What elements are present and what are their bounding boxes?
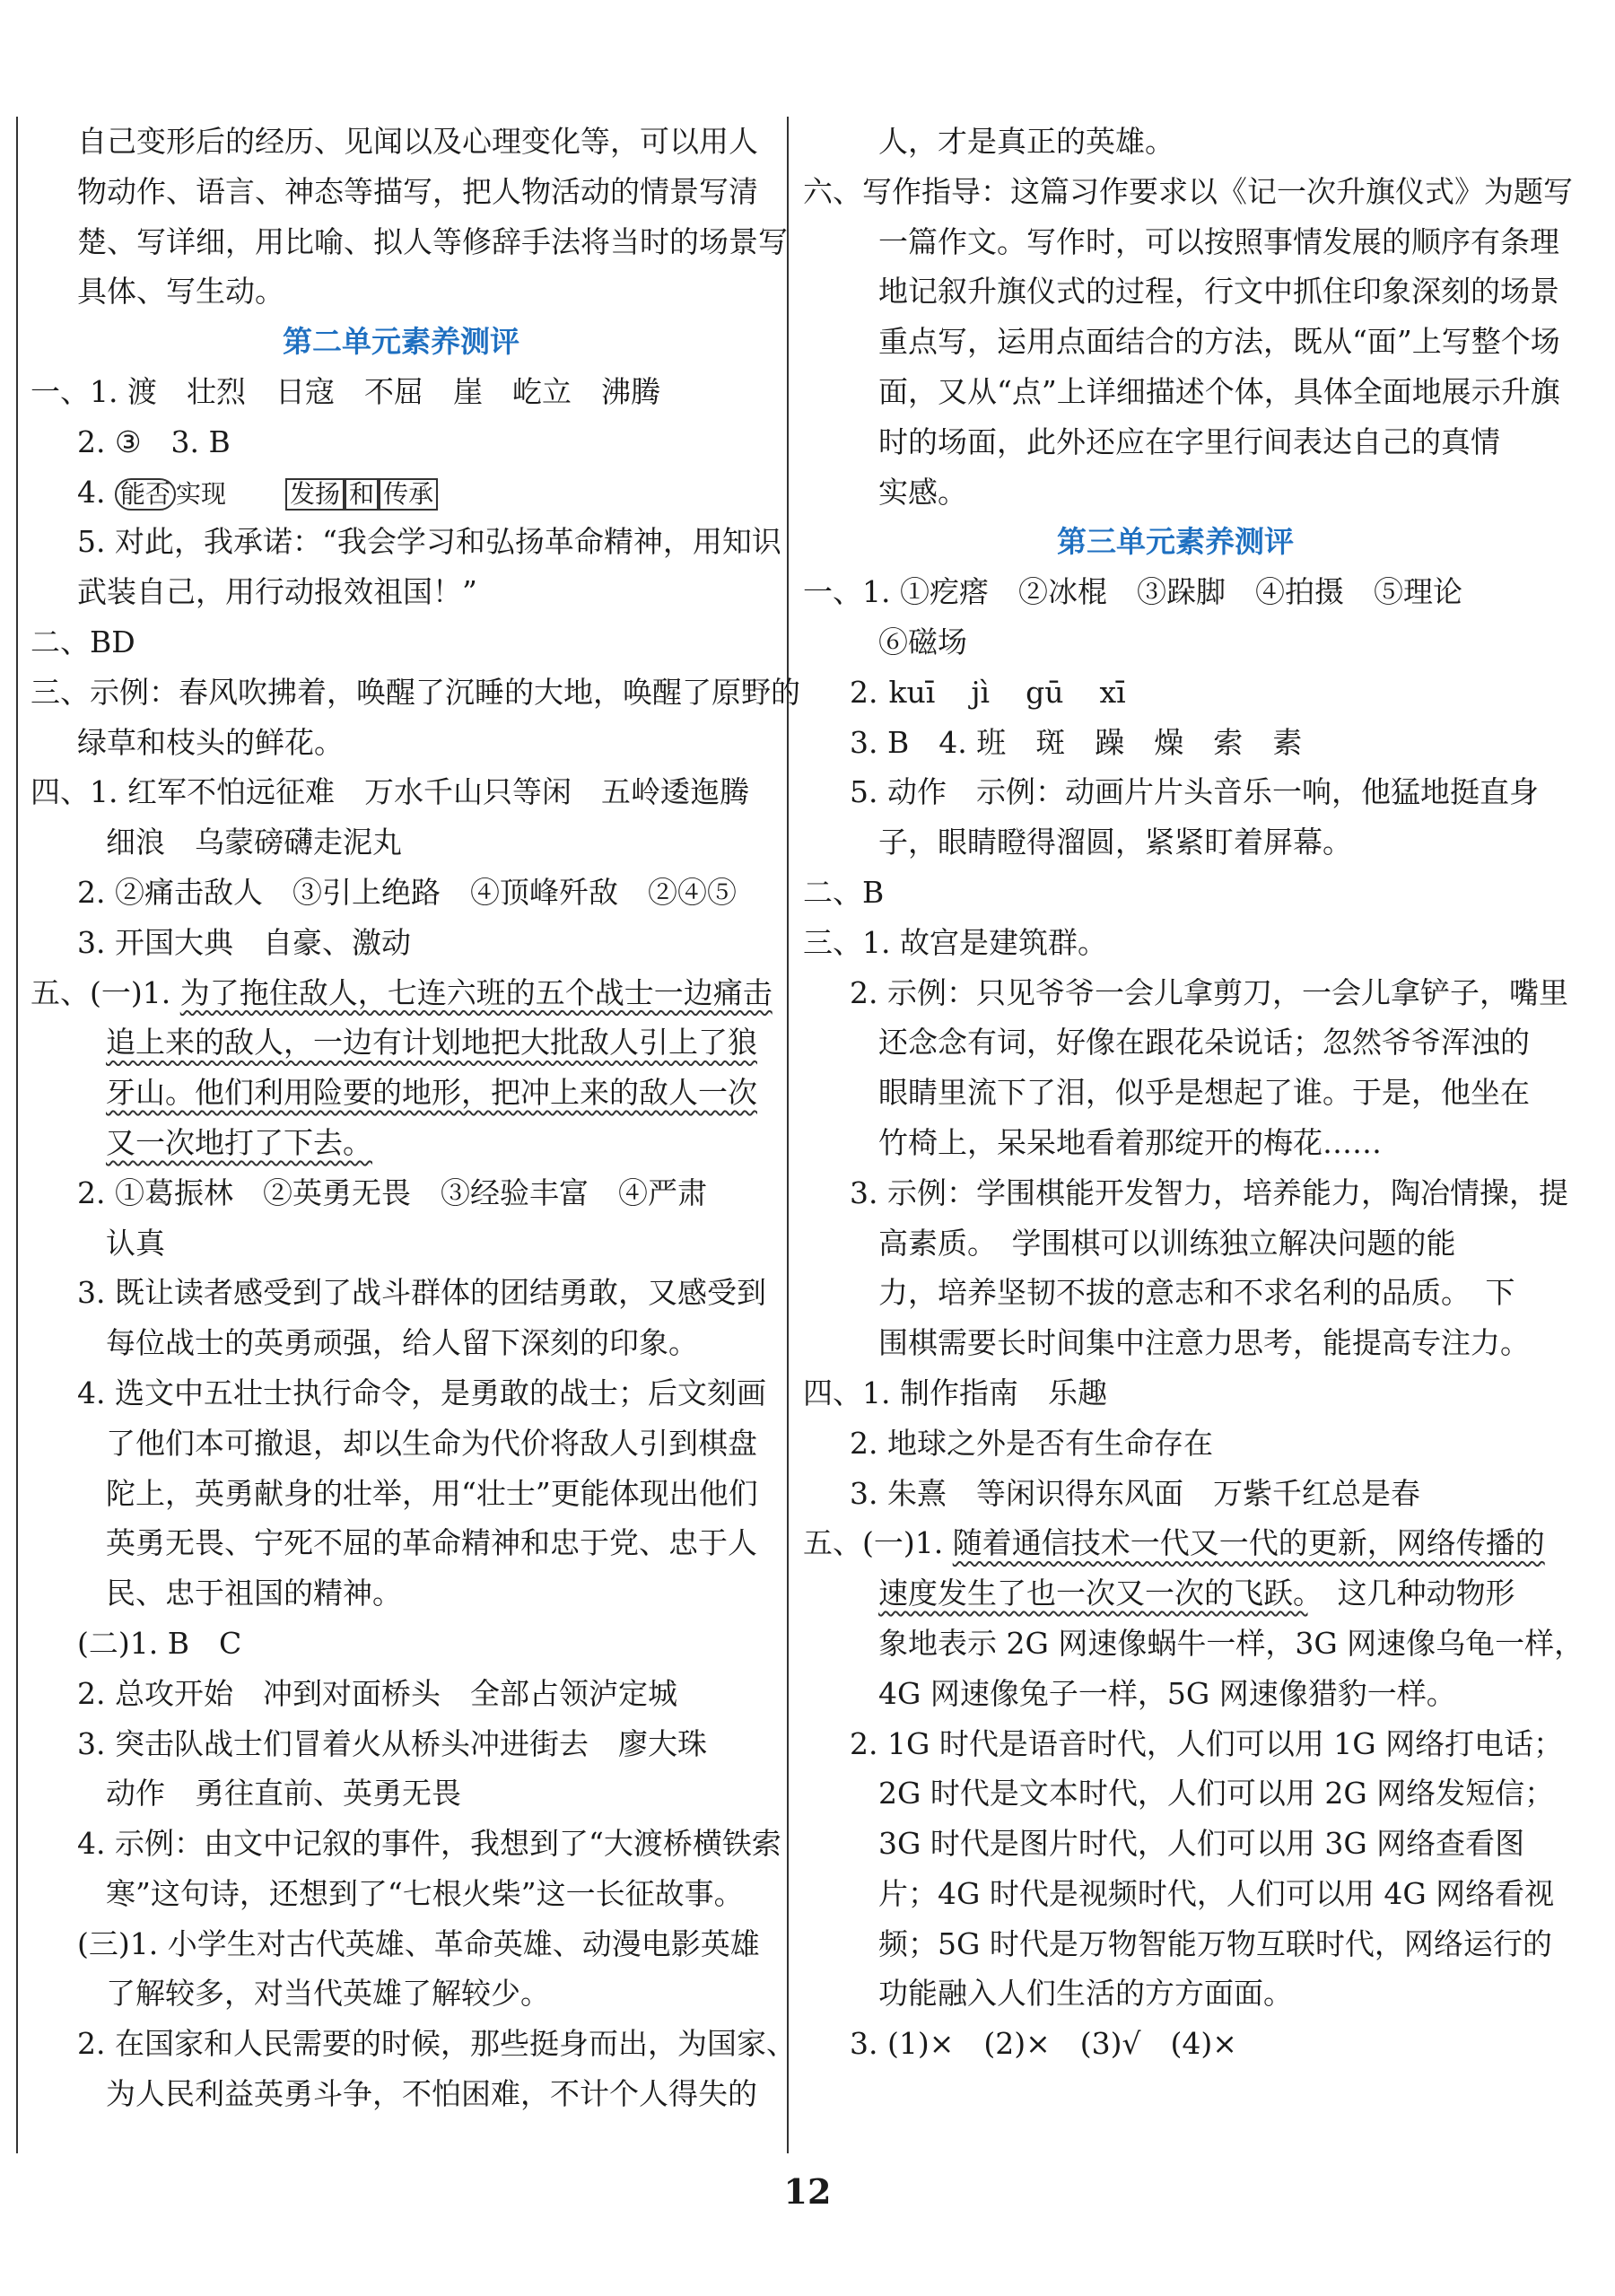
answer-line [803, 718, 1548, 768]
line-text: 4G 网速像兔子一样，5G 网速像猎豹一样。 [878, 1675, 1456, 1711]
line-text: 绿草和枝头的鲜花。 [77, 724, 344, 760]
wavy-underlined-text: 随着通信技术一代又一代的更新，网络传播的 [952, 1525, 1545, 1561]
line-text: 了解较多，对当代英雄了解较少。 [106, 1976, 550, 2012]
line-text: 民、忠于祖国的精神。 [106, 1576, 402, 1611]
answer-line [31, 1268, 772, 1318]
line-text: 3. 开国大典 自豪、激动 [77, 924, 411, 960]
line-text: 还念念有词，好像在跟花朵说话；忽然爷爷浑浊的 [878, 1025, 1530, 1061]
answer-line [31, 1719, 772, 1769]
answer-line [31, 167, 772, 217]
answer-line [803, 1268, 1548, 1318]
answer-line [803, 1869, 1555, 1919]
line-text: 五、(一)1. [31, 974, 180, 1010]
answer-line [803, 467, 1548, 518]
wavy-underlined-text: 速度发生了也一次又一次的飞跃。 [878, 1576, 1308, 1611]
wavy-underlined-text: 牙山。他们利用险要的地形，把冲上来的敌人一次 [106, 1075, 757, 1111]
answer-line [31, 117, 772, 167]
wavy-underlined-text: 为了拖住敌人，七连六班的五个战士一边痛击 [179, 974, 773, 1010]
answer-line [31, 1168, 772, 1218]
answer-line [803, 117, 1548, 167]
answer-line [803, 2019, 1548, 2069]
answer-line [31, 1869, 772, 1919]
answer-line [803, 1919, 1552, 1969]
line-text: 片；4G 时代是视频时代，人们可以用 4G 网络看视 [878, 1875, 1555, 1911]
pinyin-list [889, 668, 1162, 718]
line-text: 细浪 乌蒙磅礴走泥丸 [106, 825, 402, 860]
line-text: 人，才是真正的英雄。 [878, 124, 1174, 159]
answer-line [31, 1619, 772, 1669]
line-text: 时的场面，此外还应在字里行间表达自己的真情 [878, 423, 1500, 459]
line-text: 五、(一)1. [803, 1525, 953, 1561]
wavy-underlined-text: 又一次地打了下去。 [106, 1124, 372, 1160]
word-text: 实现 [176, 478, 227, 509]
line-text: 3. 朱熹 等闲识得东风面 万紫千红总是春 [850, 1475, 1420, 1511]
line-text: 面，又从“点”上详细描述个体，具体全面地展示升旗 [878, 373, 1560, 409]
answer-line [31, 1118, 772, 1168]
line-text: 动作 勇往直前、英勇无畏 [106, 1776, 461, 1811]
answer-line [803, 1568, 1548, 1619]
answer-line [31, 1469, 772, 1519]
line-text: 二、BD [31, 624, 135, 659]
answer-line [803, 1619, 1584, 1669]
section-heading [31, 317, 772, 367]
answer-line [803, 918, 1548, 968]
answer-line [31, 668, 800, 718]
page-number: 12 [783, 2171, 832, 2212]
answer-line [803, 1419, 1548, 1469]
answer-line [31, 1068, 772, 1118]
line-text: 2. 示例：只见爷爷一会儿拿剪刀，一会儿拿铲子，嘴里 [850, 974, 1568, 1010]
pinyin-item: jì [971, 674, 991, 710]
answer-line [803, 668, 1548, 718]
answer-line [31, 367, 772, 417]
answer-line [31, 718, 772, 768]
line-text: 5. 对此，我承诺：“我会学习和弘扬革命精神，用知识 [77, 524, 781, 560]
answer-line [31, 1368, 772, 1419]
answer-line [31, 817, 772, 868]
answer-line [803, 968, 1568, 1018]
answer-line [803, 1969, 1548, 2019]
line-text: 3. 既让读者感受到了战斗群体的团结勇敢，又感受到 [77, 1275, 766, 1311]
answer-line [803, 417, 1548, 467]
line-text: 3G 时代是图片时代，人们可以用 3G 网络查看图 [878, 1826, 1525, 1862]
boxed-word: 和 [345, 478, 379, 511]
line-text: 第二单元素养测评 [283, 324, 519, 360]
answer-line [803, 767, 1548, 817]
line-text: 2G 时代是文本时代，人们可以用 2G 网络发短信； [878, 1776, 1555, 1811]
answer-line [31, 217, 788, 267]
answer-line [31, 1017, 772, 1068]
line-text: 认真 [106, 1225, 165, 1261]
left-margin-rule [16, 117, 18, 2153]
pinyin-item: kuī [888, 674, 936, 710]
line-text: 4. 选文中五壮士执行命令，是勇敢的战士；后文刻画 [77, 1375, 766, 1410]
line-text: 物动作、语言、神态等描写，把人物活动的情景写清 [77, 173, 758, 209]
line-text: (三)1. 小学生对古代英雄、革命英雄、动漫电影英雄 [77, 1925, 760, 1961]
line-text: 子，眼睛瞪得溜圆，紧紧盯着屏幕。 [878, 825, 1352, 860]
answer-line [803, 266, 1559, 317]
line-text: 一、1. ①疙瘩 ②冰棍 ③跺脚 ④拍摄 ⑤理论 [803, 574, 1462, 610]
right-column [803, 117, 1584, 2069]
line-text: 六、写作指导：这篇习作要求以《记一次升旗仪式》为题写 [803, 173, 1573, 209]
line-text: 为人民利益英勇斗争，不怕困难，不计个人得失的 [106, 2076, 757, 2112]
answer-line [31, 968, 772, 1018]
answer-line [803, 1118, 1548, 1168]
line-text: 一、1. 渡 壮烈 日寇 不屈 崖 屹立 沸腾 [31, 373, 660, 409]
answer-line [803, 1669, 1548, 1719]
line-text: 2. 总攻开始 冲到对面桥头 全部占领泸定城 [77, 1675, 677, 1711]
line-text: 楚、写详细，用比喻、拟人等修辞手法将当时的场景写 [77, 223, 788, 259]
answer-line [31, 2069, 772, 2119]
answer-line [803, 1819, 1548, 1869]
answer-line [31, 1419, 772, 1469]
answer-line [31, 1318, 772, 1368]
line-text: 2. ①葛振林 ②英勇无畏 ③经验丰富 ④严肃 [77, 1174, 707, 1210]
line-text: 具体、写生动。 [77, 274, 284, 310]
line-text: 围棋需要长时间集中注意力思考，能提高专注力。 [878, 1325, 1530, 1361]
answer-line [803, 567, 1548, 617]
answer-line [803, 367, 1560, 417]
line-text: 2. 在国家和人民需要的时候，那些挺身而出，为国家、 [77, 2026, 796, 2062]
line-text: 陀上，英勇献身的壮举，用“壮士”更能体现出他们 [106, 1475, 758, 1511]
pinyin-item: gū [1026, 674, 1064, 710]
answer-line [803, 817, 1548, 868]
answer-line [31, 1969, 772, 2019]
line-text: 力，培养坚韧不拔的意志和不求名利的品质。 下 [878, 1275, 1515, 1311]
line-text: 眼睛里流下了泪，似乎是想起了谁。于是，他坐在 [878, 1075, 1530, 1111]
line-text: 第三单元素养测评 [1057, 524, 1294, 560]
line-text: 2. 地球之外是否有生命存在 [850, 1425, 1213, 1461]
line-text: 了他们本可撤退，却以生命为代价将敌人引到棋盘 [106, 1425, 757, 1461]
line-text: 二、B [803, 874, 885, 910]
answer-line [803, 1469, 1548, 1519]
line-text: 4. 示例：由文中记叙的事件，我想到了“大渡桥横铁索 [77, 1826, 781, 1862]
line-text: ⑥磁场 [878, 624, 967, 659]
line-text: 实感。 [878, 474, 967, 510]
answer-line [31, 868, 772, 918]
line-text: 地记叙升旗仪式的过程，行文中抓住印象深刻的场景 [878, 274, 1559, 310]
line-text: 英勇无畏、宁死不屈的革命精神和忠于党、忠于人 [106, 1525, 757, 1561]
line-text: 2. 1G 时代是语音时代，人们可以用 1G 网络打电话； [850, 1725, 1564, 1761]
answer-line [31, 517, 781, 567]
line-text: 3. B 4. 班 斑 躁 燥 索 素 [850, 724, 1303, 760]
line-text: 频；5G 时代是万物智能万物互联时代，网络运行的 [878, 1925, 1552, 1961]
line-text: 三、示例：春风吹拂着，唤醒了沉睡的大地，唤醒了原野的 [31, 674, 800, 710]
answer-line [31, 1768, 772, 1819]
line-text: 三、1. 故宫是建筑群。 [803, 924, 1107, 960]
answer-line [31, 1669, 772, 1719]
line-text-after: 这几种动物形 [1307, 1576, 1515, 1611]
answer-line [31, 567, 772, 617]
line-text: 高素质。 学围棋可以训练独立解决问题的能 [878, 1225, 1456, 1261]
line-text: 四、1. 制作指南 乐趣 [803, 1375, 1107, 1410]
answer-line [803, 1768, 1555, 1819]
answer-line [803, 1318, 1548, 1368]
column-divider [787, 117, 789, 2153]
answer-line [31, 918, 772, 968]
answer-line [803, 167, 1573, 217]
line-text: 四、1. 红军不怕远征难 万水千山只等闲 五岭逶迤腾 [31, 774, 749, 810]
line-text: 寒”这句诗，还想到了“七根火柴”这一长征故事。 [106, 1875, 744, 1911]
pinyin-item: xī [1099, 674, 1126, 710]
left-column [31, 117, 800, 2119]
answer-line [31, 767, 772, 817]
answer-line [803, 1368, 1548, 1419]
answer-line [31, 266, 772, 317]
line-text: 3. (1)× (2)× (3)√ (4)× [850, 2026, 1237, 2062]
answer-line [803, 1218, 1548, 1269]
line-text: 2. ③ 3. B [77, 423, 231, 459]
line-text: 武装自己，用行动报效祖国！” [77, 574, 477, 610]
line-text: 3. 突击队战士们冒着火从桥头冲进街去 廖大珠 [77, 1725, 707, 1761]
line-text: 每位战士的英勇顽强，给人留下深刻的印象。 [106, 1325, 698, 1361]
boxed-word: 传承 [379, 478, 438, 511]
answer-line [31, 1919, 772, 1969]
answer-line [31, 1518, 772, 1568]
line-text: 象地表示 2G 网速像蜗牛一样，3G 网速像乌龟一样， [878, 1625, 1584, 1661]
answer-line [803, 868, 1548, 918]
line-text: 2. ②痛击敌人 ③引上绝路 ④顶峰歼敌 ②④⑤ [77, 874, 737, 910]
line-text: 一篇作文。写作时，可以按照事情发展的顺序有条理 [878, 223, 1559, 259]
answer-line [31, 617, 772, 668]
wavy-underlined-text: 追上来的敌人，一边有计划地把大批敌人引上了狼 [106, 1025, 757, 1061]
line-text: 竹椅上，呆呆地看着那绽开的梅花…… [878, 1124, 1382, 1160]
answer-line [31, 1568, 772, 1619]
answer-line [803, 1017, 1548, 1068]
answer-line [803, 1068, 1548, 1118]
answer-line [31, 417, 772, 467]
line-text: (二)1. B C [77, 1625, 242, 1661]
line-text: 功能融入人们生活的方方面面。 [878, 1976, 1293, 2012]
line-text: 3. 示例：学围棋能开发智力，培养能力，陶冶情操，提 [850, 1174, 1568, 1210]
answer-line [803, 217, 1559, 267]
section-heading [803, 517, 1548, 567]
line-text: 5. 动作 示例：动画片片头音乐一响，他猛地挺直身 [850, 774, 1539, 810]
answer-line [31, 467, 772, 518]
answer-line [31, 1819, 781, 1869]
answer-line [803, 1518, 1548, 1568]
answer-line [803, 1719, 1564, 1769]
answer-line [803, 617, 1548, 668]
line-text: 4. [77, 474, 106, 510]
answer-line [803, 317, 1560, 367]
circled-word: 能否 [115, 478, 176, 511]
line-text: 自己变形后的经历、见闻以及心理变化等，可以用人 [77, 124, 758, 159]
answer-line [31, 1218, 772, 1269]
boxed-word: 发扬 [285, 478, 345, 511]
line-text: 重点写，运用点面结合的方法，既从“面”上写整个场 [878, 324, 1560, 360]
answer-line [803, 1168, 1568, 1218]
line-text: 2. [850, 674, 878, 710]
answer-line [31, 2019, 796, 2069]
